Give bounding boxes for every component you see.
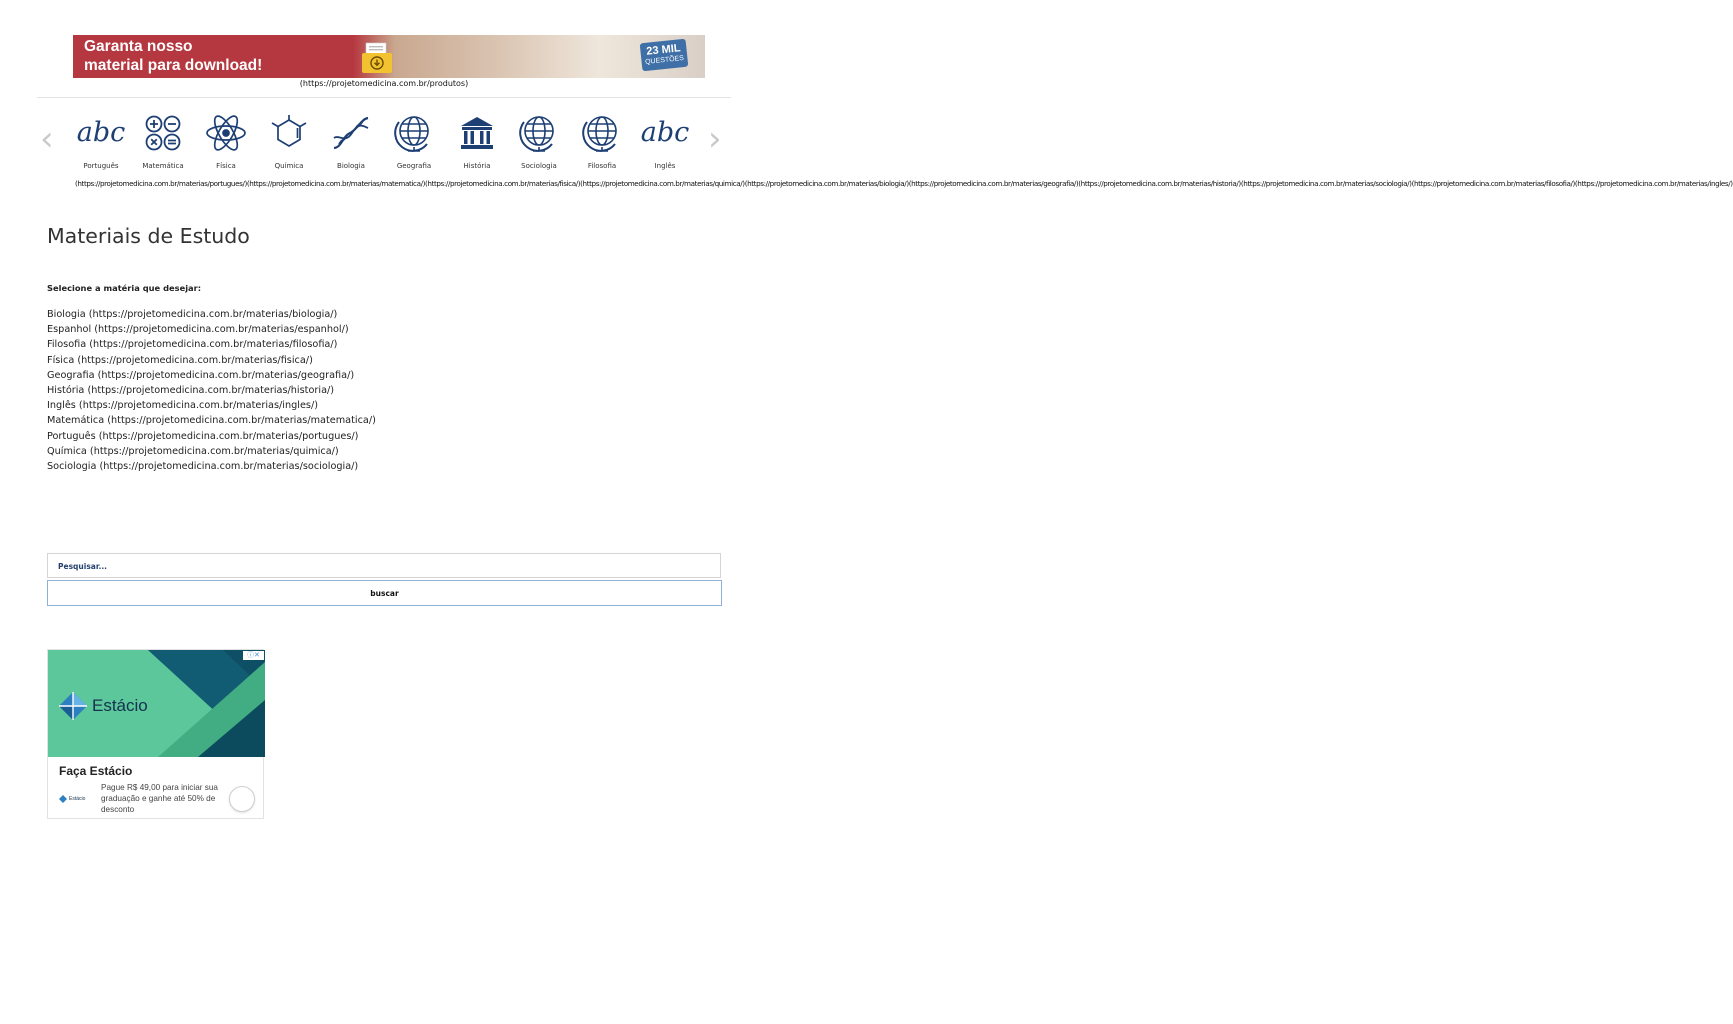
subject-geografia[interactable] [383, 112, 445, 170]
banner-line-2: material para download! [84, 57, 263, 74]
ad-unit[interactable] [47, 649, 264, 819]
subject-link-sociologia[interactable]: Sociologia (https://projetomedicina.com.br/materias/sociologia/) [47, 461, 359, 473]
subject-link-list [47, 307, 376, 474]
subject-link-biologia[interactable]: Biologia (https://projetomedicina.com.br/materias/biologia/) [47, 309, 338, 320]
abc-icon: abc [640, 117, 690, 148]
ad-image [48, 650, 265, 757]
banner-line-1: Garanta nosso [84, 38, 193, 55]
ad-cta-circle[interactable] [229, 786, 255, 812]
subject-fisica[interactable] [195, 112, 257, 170]
subject-sociologia[interactable] [508, 112, 570, 170]
abc-icon: abc [76, 117, 126, 148]
divider [37, 97, 731, 98]
subject-link-quimica[interactable]: Química (https://projetomedicina.com.br/materias/quimica/) [47, 445, 339, 457]
ad-small-logo [59, 795, 85, 803]
ad-brand [58, 691, 148, 721]
banner-link-caption[interactable]: (https://projetomedicina.com.br/produtos) [299, 79, 469, 88]
ad-brand-name: Estácio [92, 696, 148, 715]
globe-icon [582, 113, 622, 153]
subject-label: Filosofia [587, 162, 617, 170]
subject-label: Inglês [654, 162, 676, 170]
badge-label: QUESTÕES [644, 54, 685, 66]
subject-label: História [463, 162, 491, 170]
ad-small-brand: Estácio [69, 796, 86, 802]
ad-body-text: Pague R$ 49,00 para iniciar sua graduação e ganhe até 50% de desconto [101, 783, 218, 814]
subject-portugues[interactable] [70, 112, 132, 170]
dna-icon [331, 114, 371, 152]
download-folder-icon [360, 41, 394, 75]
subject-url-strip: (https://projetomedicina.com.br/materias/portugues/)(https://projetomedicina.com.br/materias/matematica/)(https://projetomedicina.com.br/materias/fisica/)(https://projetomedicina.com.br/materias/quimica/)(https://projetomedicina.com.br/materias/biologia/)(https://projetomedicina.com.br/materias/geografia/)(https://projetomedicina.com.br/materias/historia/)(https://projetomedicina.com.br/materias/sociologia/)(https://projetomedicina.com.br/materias/filosofia/)(https://projetomedicina.com.br/materias/ingles/) [75, 179, 1733, 188]
subject-matematica[interactable] [132, 112, 194, 170]
benzene-icon [269, 114, 309, 152]
subject-filosofia[interactable] [571, 112, 633, 170]
subject-label: Matemática [142, 162, 184, 170]
chevron-right-icon[interactable]: › [708, 119, 722, 159]
download-banner[interactable] [73, 35, 705, 78]
math-operators-icon [144, 114, 182, 152]
subject-biologia[interactable] [320, 112, 382, 170]
subject-quimica[interactable] [258, 112, 320, 170]
subject-link-ingles[interactable]: Inglês (https://projetomedicina.com.br/materias/ingles/) [47, 400, 319, 412]
search-box [47, 553, 721, 578]
subject-link-filosofia[interactable]: Filosofia (https://projetomedicina.com.br/materias/filosofia/) [47, 339, 338, 351]
estacio-logo-icon [58, 691, 88, 721]
subject-label: Física [216, 162, 236, 170]
subject-ingles[interactable] [634, 112, 696, 170]
subject-label: Geografia [396, 162, 432, 170]
estacio-small-logo-icon [59, 795, 67, 803]
subject-label: Sociologia [521, 162, 557, 170]
banner-headline [84, 37, 262, 75]
subject-link-portugues[interactable]: Português (https://projetomedicina.com.br/materias/portugues/) [47, 430, 359, 442]
subject-label: Português [83, 162, 119, 170]
subject-link-historia[interactable]: História (https://projetomedicina.com.br/materias/historia/) [47, 385, 335, 397]
subject-link-matematica[interactable]: Matemática (https://projetomedicina.com.br/materias/matematica/) [47, 415, 376, 427]
ad-headline[interactable]: Faça Estácio [59, 764, 133, 778]
museum-icon [458, 115, 496, 151]
adchoices-icon[interactable]: ⓘ✕ [243, 651, 264, 660]
search-input[interactable] [48, 555, 720, 578]
badge-count: 23 MIL [645, 42, 682, 58]
atom-icon [205, 114, 247, 152]
page-title: Materiais de Estudo [47, 224, 250, 248]
questions-badge [640, 39, 689, 72]
subject-historia[interactable] [446, 112, 508, 170]
globe-icon [394, 113, 434, 153]
subject-link-fisica[interactable]: Física (https://projetomedicina.com.br/materias/fisica/) [47, 354, 313, 366]
subject-link-geografia[interactable]: Geografia (https://projetomedicina.com.br/materias/geografia/) [47, 369, 355, 381]
subject-label: Biologia [337, 162, 365, 170]
search-button[interactable]: buscar [47, 580, 722, 606]
select-subject-label: Selecione a matéria que desejar: [47, 283, 202, 293]
subject-link-espanhol[interactable]: Espanhol (https://projetomedicina.com.br/materias/espanhol/) [47, 324, 349, 336]
globe-icon [519, 113, 559, 153]
subject-label: Química [274, 162, 304, 170]
chevron-left-icon[interactable]: ‹ [40, 119, 54, 159]
